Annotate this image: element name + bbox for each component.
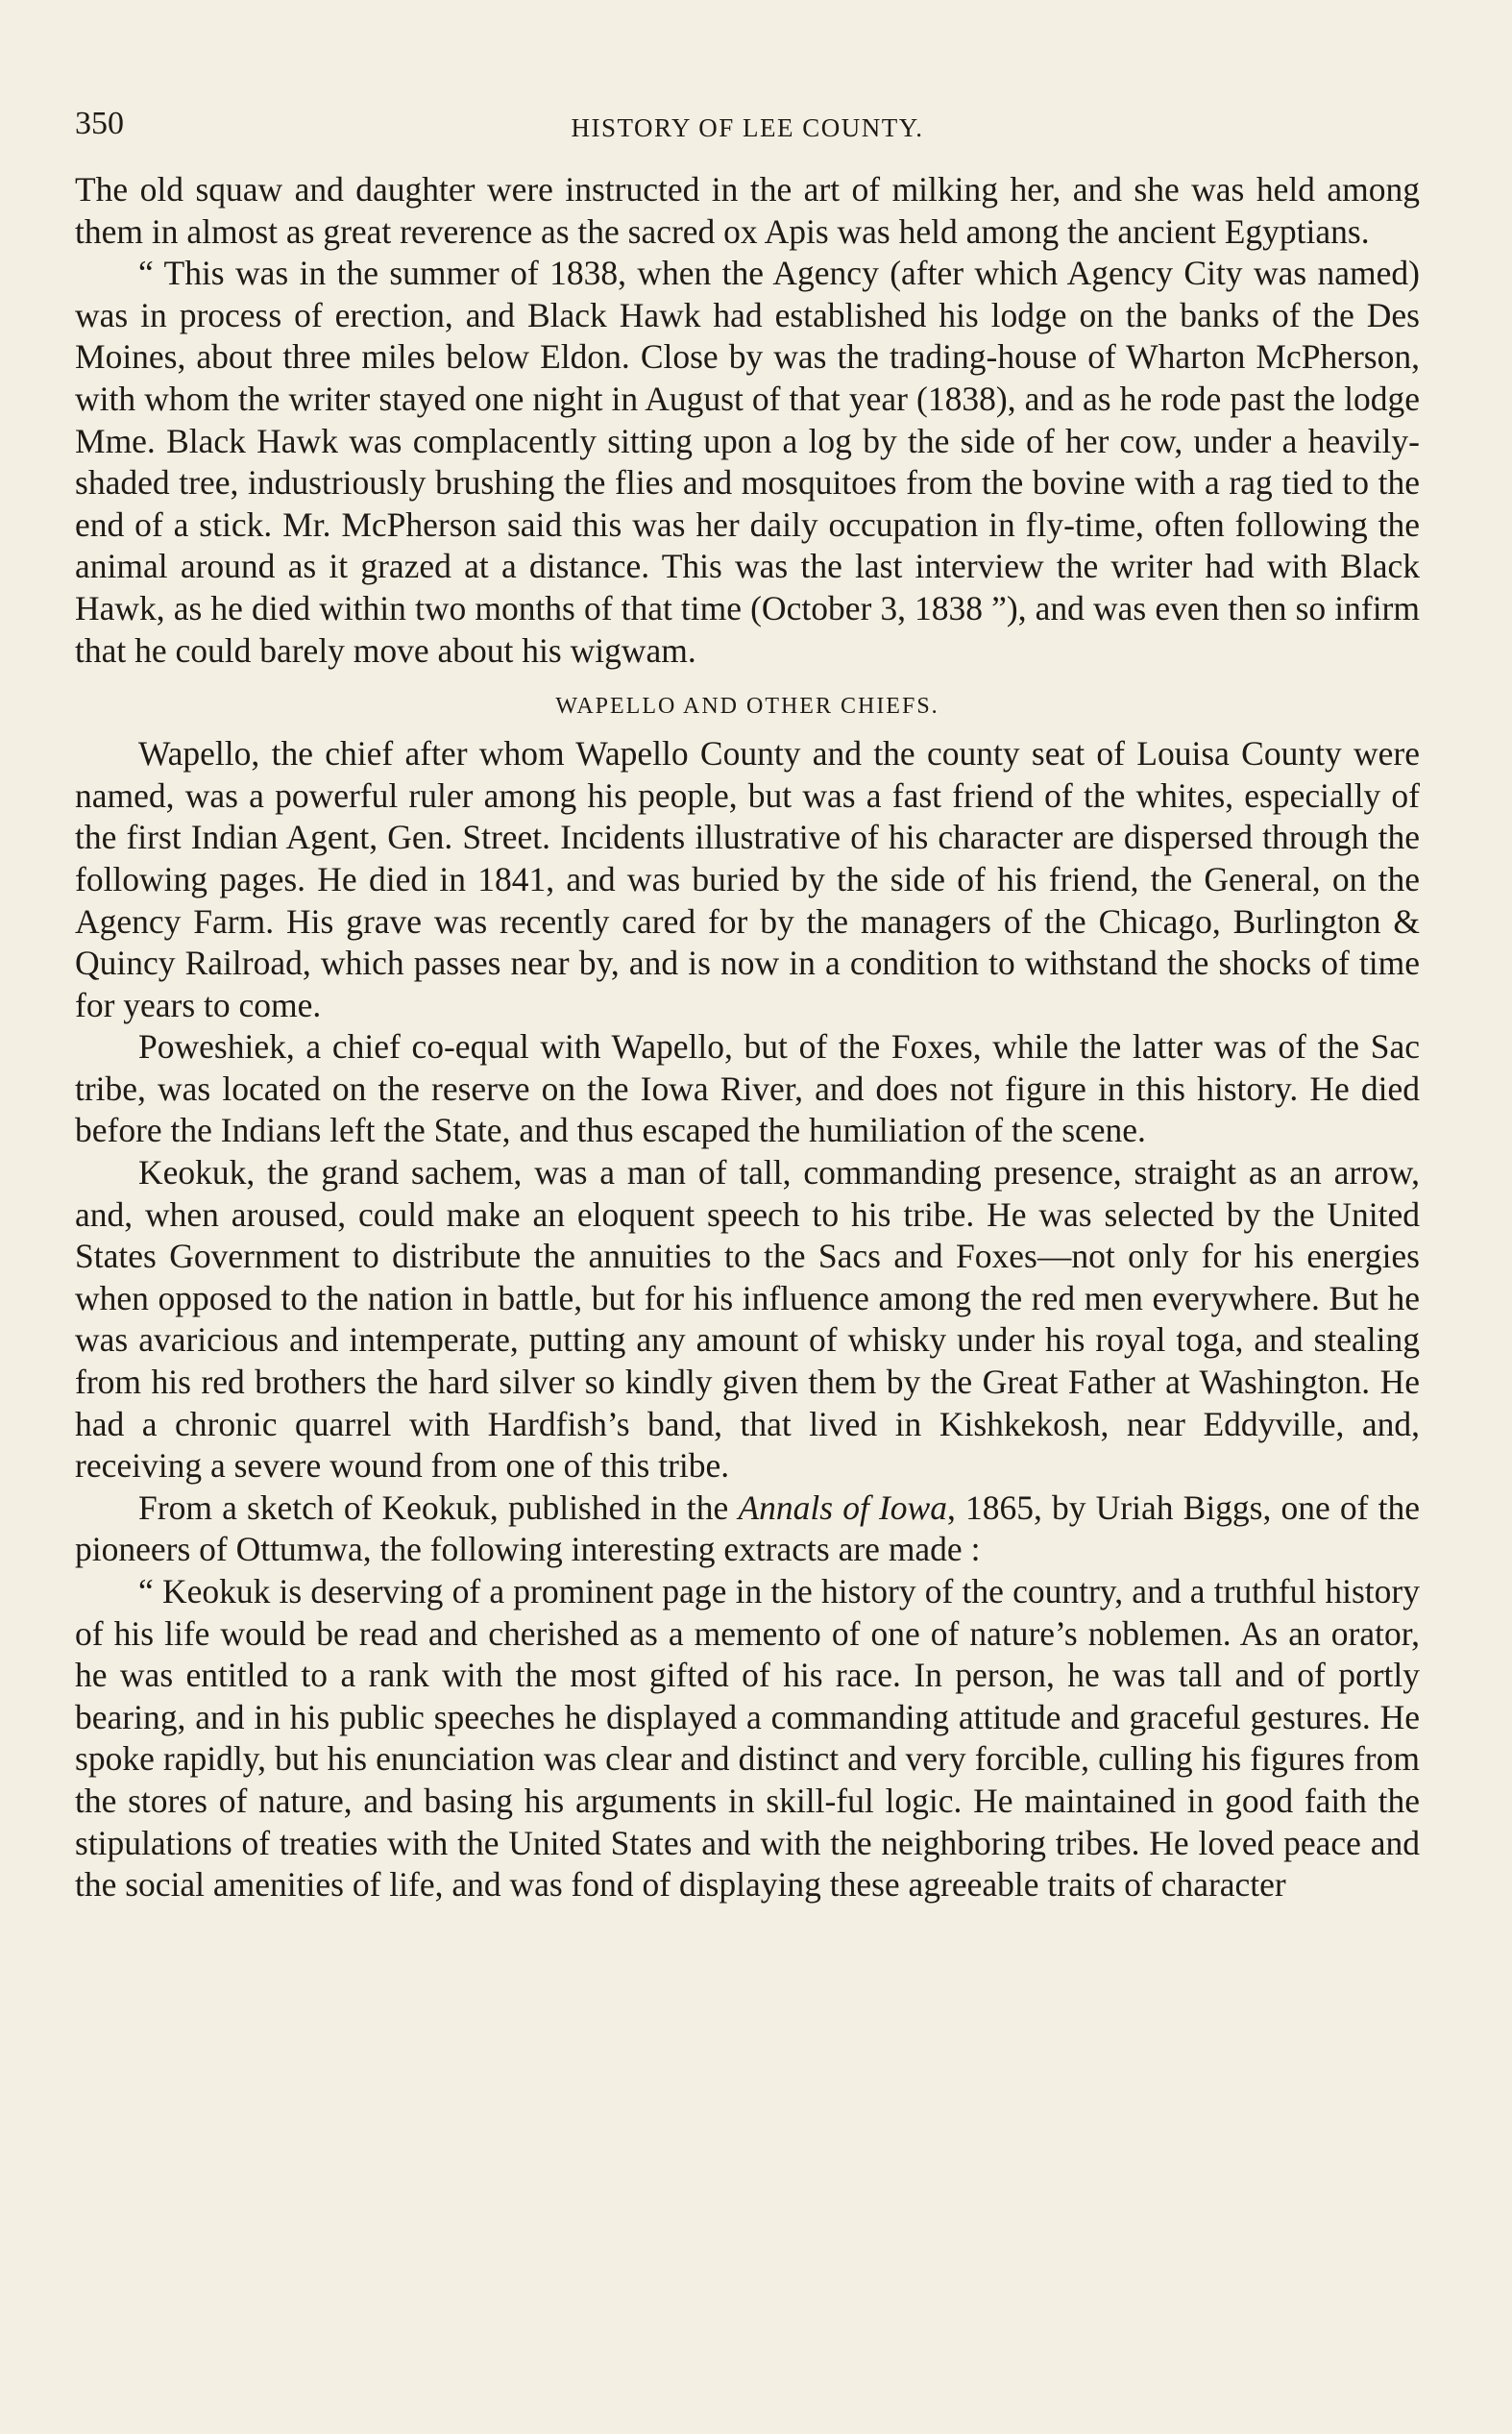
paragraph-poweshiek: Poweshiek, a chief co-equal with Wapello, but of the Foxes, while the latter was of the Sac tribe, was located on the reserve on the Iowa River, and does not figure in this history. He died before the Indians left the State, and thus escaped the humiliation of the scene. [75,1027,1420,1150]
annals-text-before: From a sketch of Keokuk, published in the [138,1487,739,1527]
running-head [75,100,1420,158]
book-page [75,100,1420,1906]
section-heading: WAPELLO AND OTHER CHIEFS. [555,694,939,720]
annals-text-after: , 1865, by Uriah Biggs, one of the pioneers of Ottumwa, the following interesting extracts are made : [75,1487,1421,1569]
body-text [75,169,1420,1906]
paragraph-wapello: Wapello, the chief after whom Wapello County and the county seat of Louisa County were named, was a powerful ruler among his people, but was a fast friend of the whites, especially of the first Indian Agent, Gen. Street. Incidents illustrative of his character are dispersed through the following pages. He died in 1841, and was buried by the side of his friend, the General, on the Agency Farm. His grave was recently cared for by the managers of the Chicago, Burlington & Quincy Railroad, which passes near by, and is now in a condition to withstand the shocks of time for years to come. [75,734,1420,1024]
paragraph: “ This was in the summer of 1838, when the Agency (after which Agency City was named) was in process of erection, and Black Hawk had established his lodge on the banks of the Des Moines, about three miles below Eldon. Close by was the trading-house of Wharton McPherson, with whom the writer stayed one night in August of that year (1838), and as he rode past the lodge Mme. Black Hawk was complacently sitting upon a log by the side of her cow, under a heavily-shaded tree, industriously brushing the flies and mosquitoes from the bovine with a rag tied to the end of a stick. Mr. McPherson said this was her daily occupation in fly-time, often following the animal around as it grazed at a distance. This was the last interview the writer had with Black Hawk, as he died within two months of that time (October 3, 1838 ”), and was even then so infirm that he could barely move about his wigwam. [75,254,1420,670]
page-number: 350 [75,106,124,141]
paragraph: The old squaw and daughter were instructed in the art of milking her, and she was held among them in almost as great reverence as the sacred ox Apis was held among the ancient Egyptians. [75,170,1420,251]
annals-title: Annals of Iowa [738,1487,947,1527]
running-title: HISTORY OF LEE COUNTY. [571,113,924,142]
paragraph-annals [75,1487,1420,1571]
paragraph-keokuk: Keokuk, the grand sachem, was a man of tall, commanding presence, straight as an arrow, and, when aroused, could make an eloquent speech to his tribe. He was selected by the United States Government to distribute the annuities to the Sacs and Foxes—not only for his energies when opposed to the nation in battle, but for his influence among the red men everywhere. But he was avaricious and intemperate, putting any amount of whisky under his royal toga, and stealing from his red brothers the hard silver so kindly given them by the Great Father at Washington. He had a chronic quarrel with Hardfish’s band, that lived in Kishkekosh, near Eddyville, and, receiving a severe wound from one of this tribe. [75,1153,1420,1486]
paragraph-quotation: “ Keokuk is deserving of a prominent page in the history of the country, and a truthful history of his life would be read and cherished as a memento of one of nature’s noblemen. As an orator, he was entitled to a rank with the most gifted of his race. In person, he was tall and of portly bearing, and in his public speeches he displayed a commanding attitude and graceful gestures. He spoke rapidly, but his enunciation was clear and distinct and very forcible, culling his figures from the stores of nature, and basing his arguments in skill-ful logic. He maintained in good faith the stipulations of treaties with the United States and with the neighboring tribes. He loved peace and the social amenities of life, and was fond of displaying these agreeable traits of character [75,1572,1420,1905]
